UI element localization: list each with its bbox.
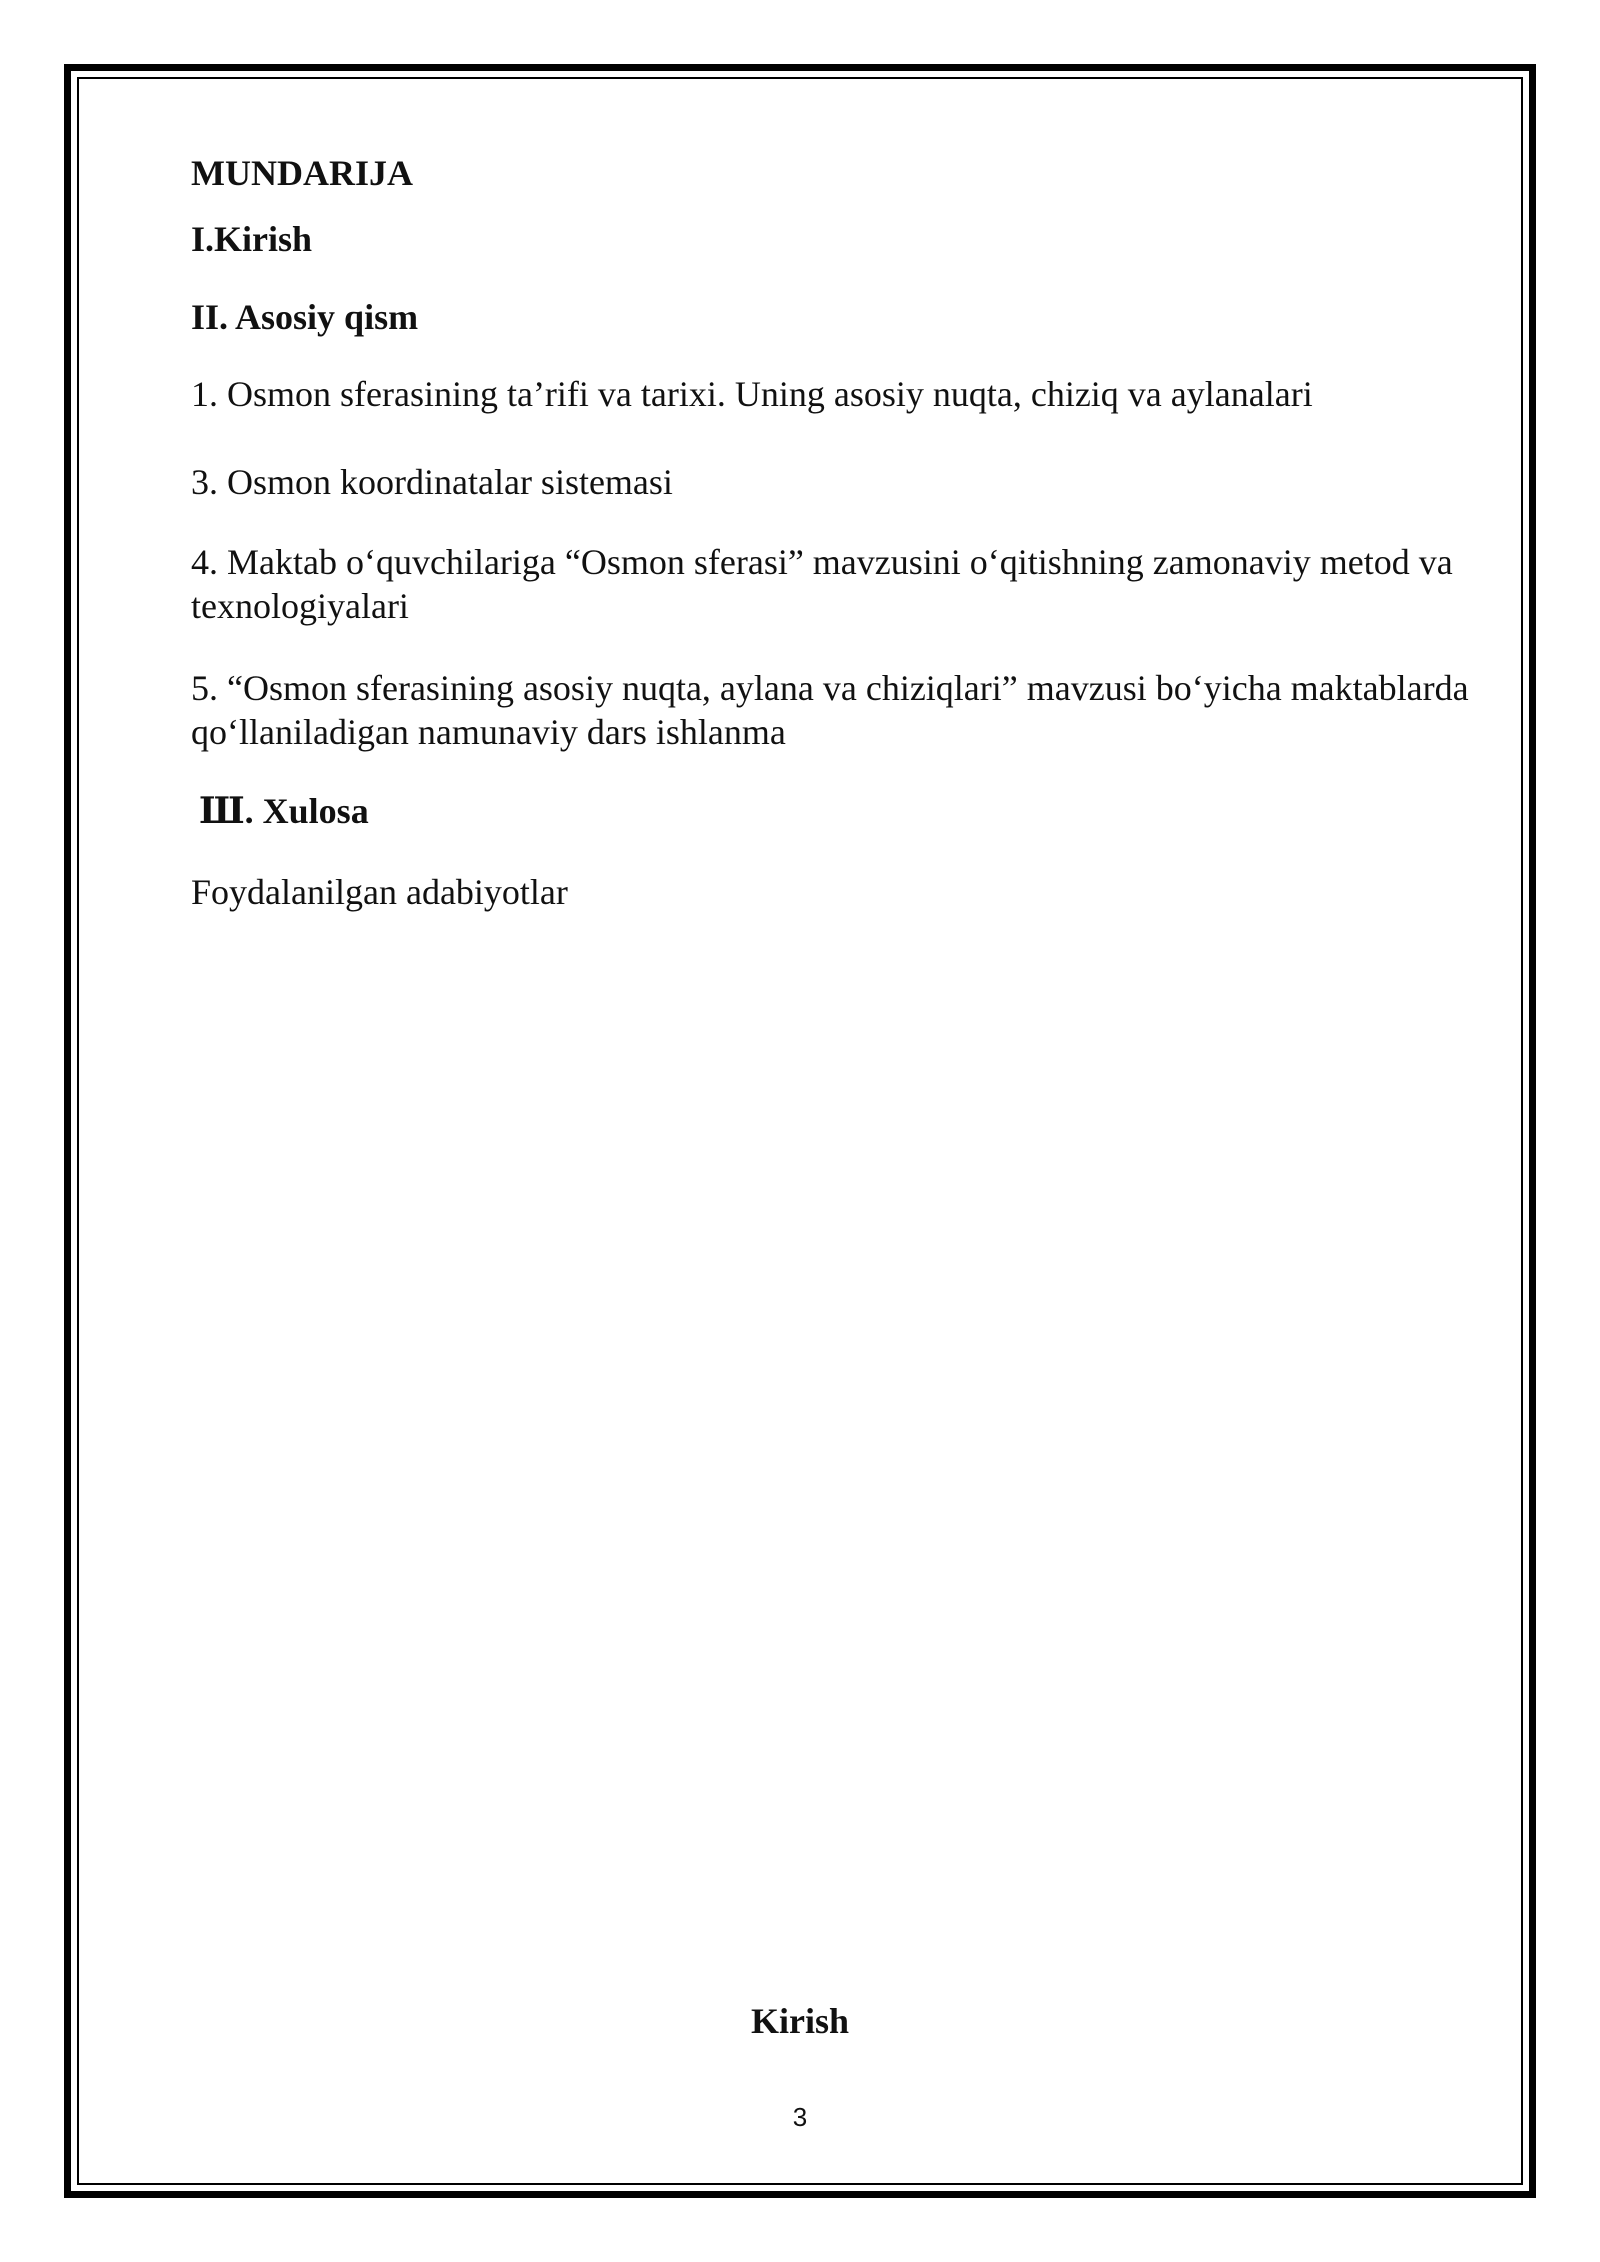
toc-section-introduction: I.Kirish (191, 219, 313, 259)
toc-section-main-part: II. Asosiy qism (191, 297, 419, 337)
toc-item-3: 3. Osmon koordinatalar sistemasi (191, 462, 673, 502)
toc-item-4: 4. Maktab o‘quvchilariga “Osmon sferasi” mavzusini o‘qitishning zamonaviy metod va texnologiyalari (191, 542, 1453, 626)
toc-section-conclusion (199, 790, 369, 832)
toc-item-1: 1. Osmon sferasining ta’rifi va tarixi. Uning asosiy nuqta, chiziq va aylanalari (191, 374, 1313, 414)
toc-title: MUNDARIJA (191, 153, 413, 193)
conclusion-label: . Xulosa (244, 791, 369, 831)
next-section-heading: Kirish (750, 2001, 849, 2041)
conclusion-numeral: Ш (199, 790, 245, 832)
toc-item-5: 5. “Osmon sferasining asosiy nuqta, aylana va chiziqlari” mavzusi bo‘yicha maktablarda qo‘llaniladigan namunaviy dars ishlanma (191, 668, 1469, 752)
page-number: 3 (792, 2102, 808, 2132)
toc-references: Foydalanilgan adabiyotlar (191, 872, 568, 912)
